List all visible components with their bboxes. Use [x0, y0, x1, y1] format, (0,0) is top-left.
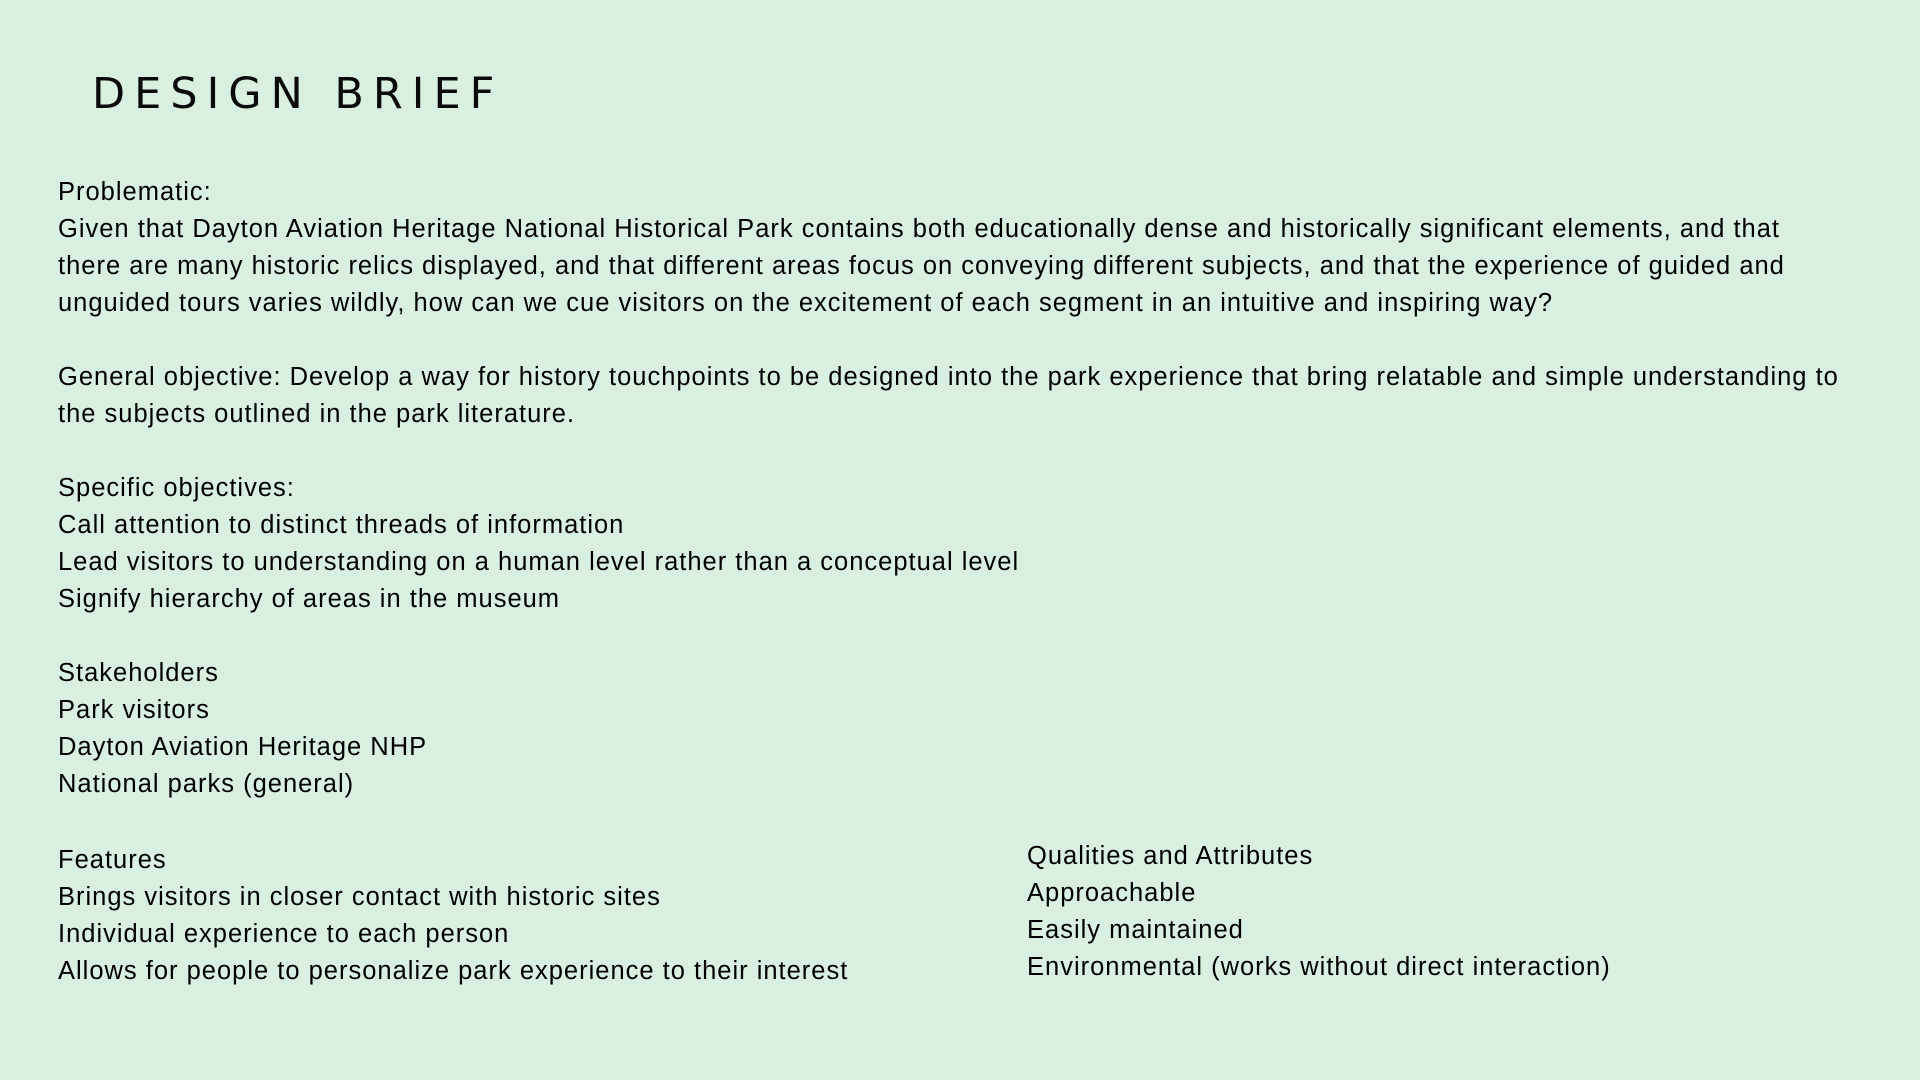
qualities-heading: Qualities and Attributes — [1027, 842, 1314, 870]
spacer — [58, 433, 1920, 470]
features-section — [58, 842, 1018, 990]
stakeholder-item: National parks (general) — [58, 770, 355, 798]
specific-objective-item: Lead visitors to understanding on a human level rather than a conceptual level — [58, 548, 1020, 576]
specific-objectives-section — [58, 470, 1920, 618]
stakeholder-item: Dayton Aviation Heritage NHP — [58, 733, 428, 761]
quality-item: Environmental (works without direct interaction) — [1027, 953, 1611, 981]
problematic-line: unguided tours varies wildly, how can we cue visitors on the excitement of each segment in an intuitive and inspiring way? — [58, 289, 1554, 317]
stakeholders-heading: Stakeholders — [58, 659, 219, 687]
specific-objective-item: Call attention to distinct threads of information — [58, 511, 625, 539]
problematic-heading: Problematic: — [58, 178, 212, 206]
qualities-section — [1027, 838, 1887, 986]
feature-item: Individual experience to each person — [58, 920, 510, 948]
specific-objectives-heading: Specific objectives: — [58, 474, 295, 502]
spacer — [58, 322, 1920, 359]
general-objective-section — [58, 359, 1920, 433]
general-objective-line: the subjects outlined in the park literature. — [58, 400, 576, 428]
general-objective-line: General objective: Develop a way for history touchpoints to be designed into the park experience that bring relatable and simple understanding to — [58, 363, 1839, 391]
brief-body — [58, 174, 1920, 803]
spacer — [58, 618, 1920, 655]
feature-item: Brings visitors in closer contact with historic sites — [58, 883, 661, 911]
slide-title: DESIGN BRIEF — [92, 69, 504, 119]
quality-item: Approachable — [1027, 879, 1197, 907]
feature-item: Allows for people to personalize park experience to their interest — [58, 957, 849, 985]
problematic-line: Given that Dayton Aviation Heritage National Historical Park contains both educationally dense and historically significant elements, and that — [58, 215, 1781, 243]
quality-item: Easily maintained — [1027, 916, 1244, 944]
problematic-line: there are many historic relics displayed, and that different areas focus on conveying different subjects, and that the experience of guided and — [58, 252, 1785, 280]
specific-objective-item: Signify hierarchy of areas in the museum — [58, 585, 561, 613]
features-heading: Features — [58, 846, 167, 874]
stakeholders-section — [58, 655, 1920, 803]
problematic-section — [58, 174, 1920, 322]
stakeholder-item: Park visitors — [58, 696, 210, 724]
